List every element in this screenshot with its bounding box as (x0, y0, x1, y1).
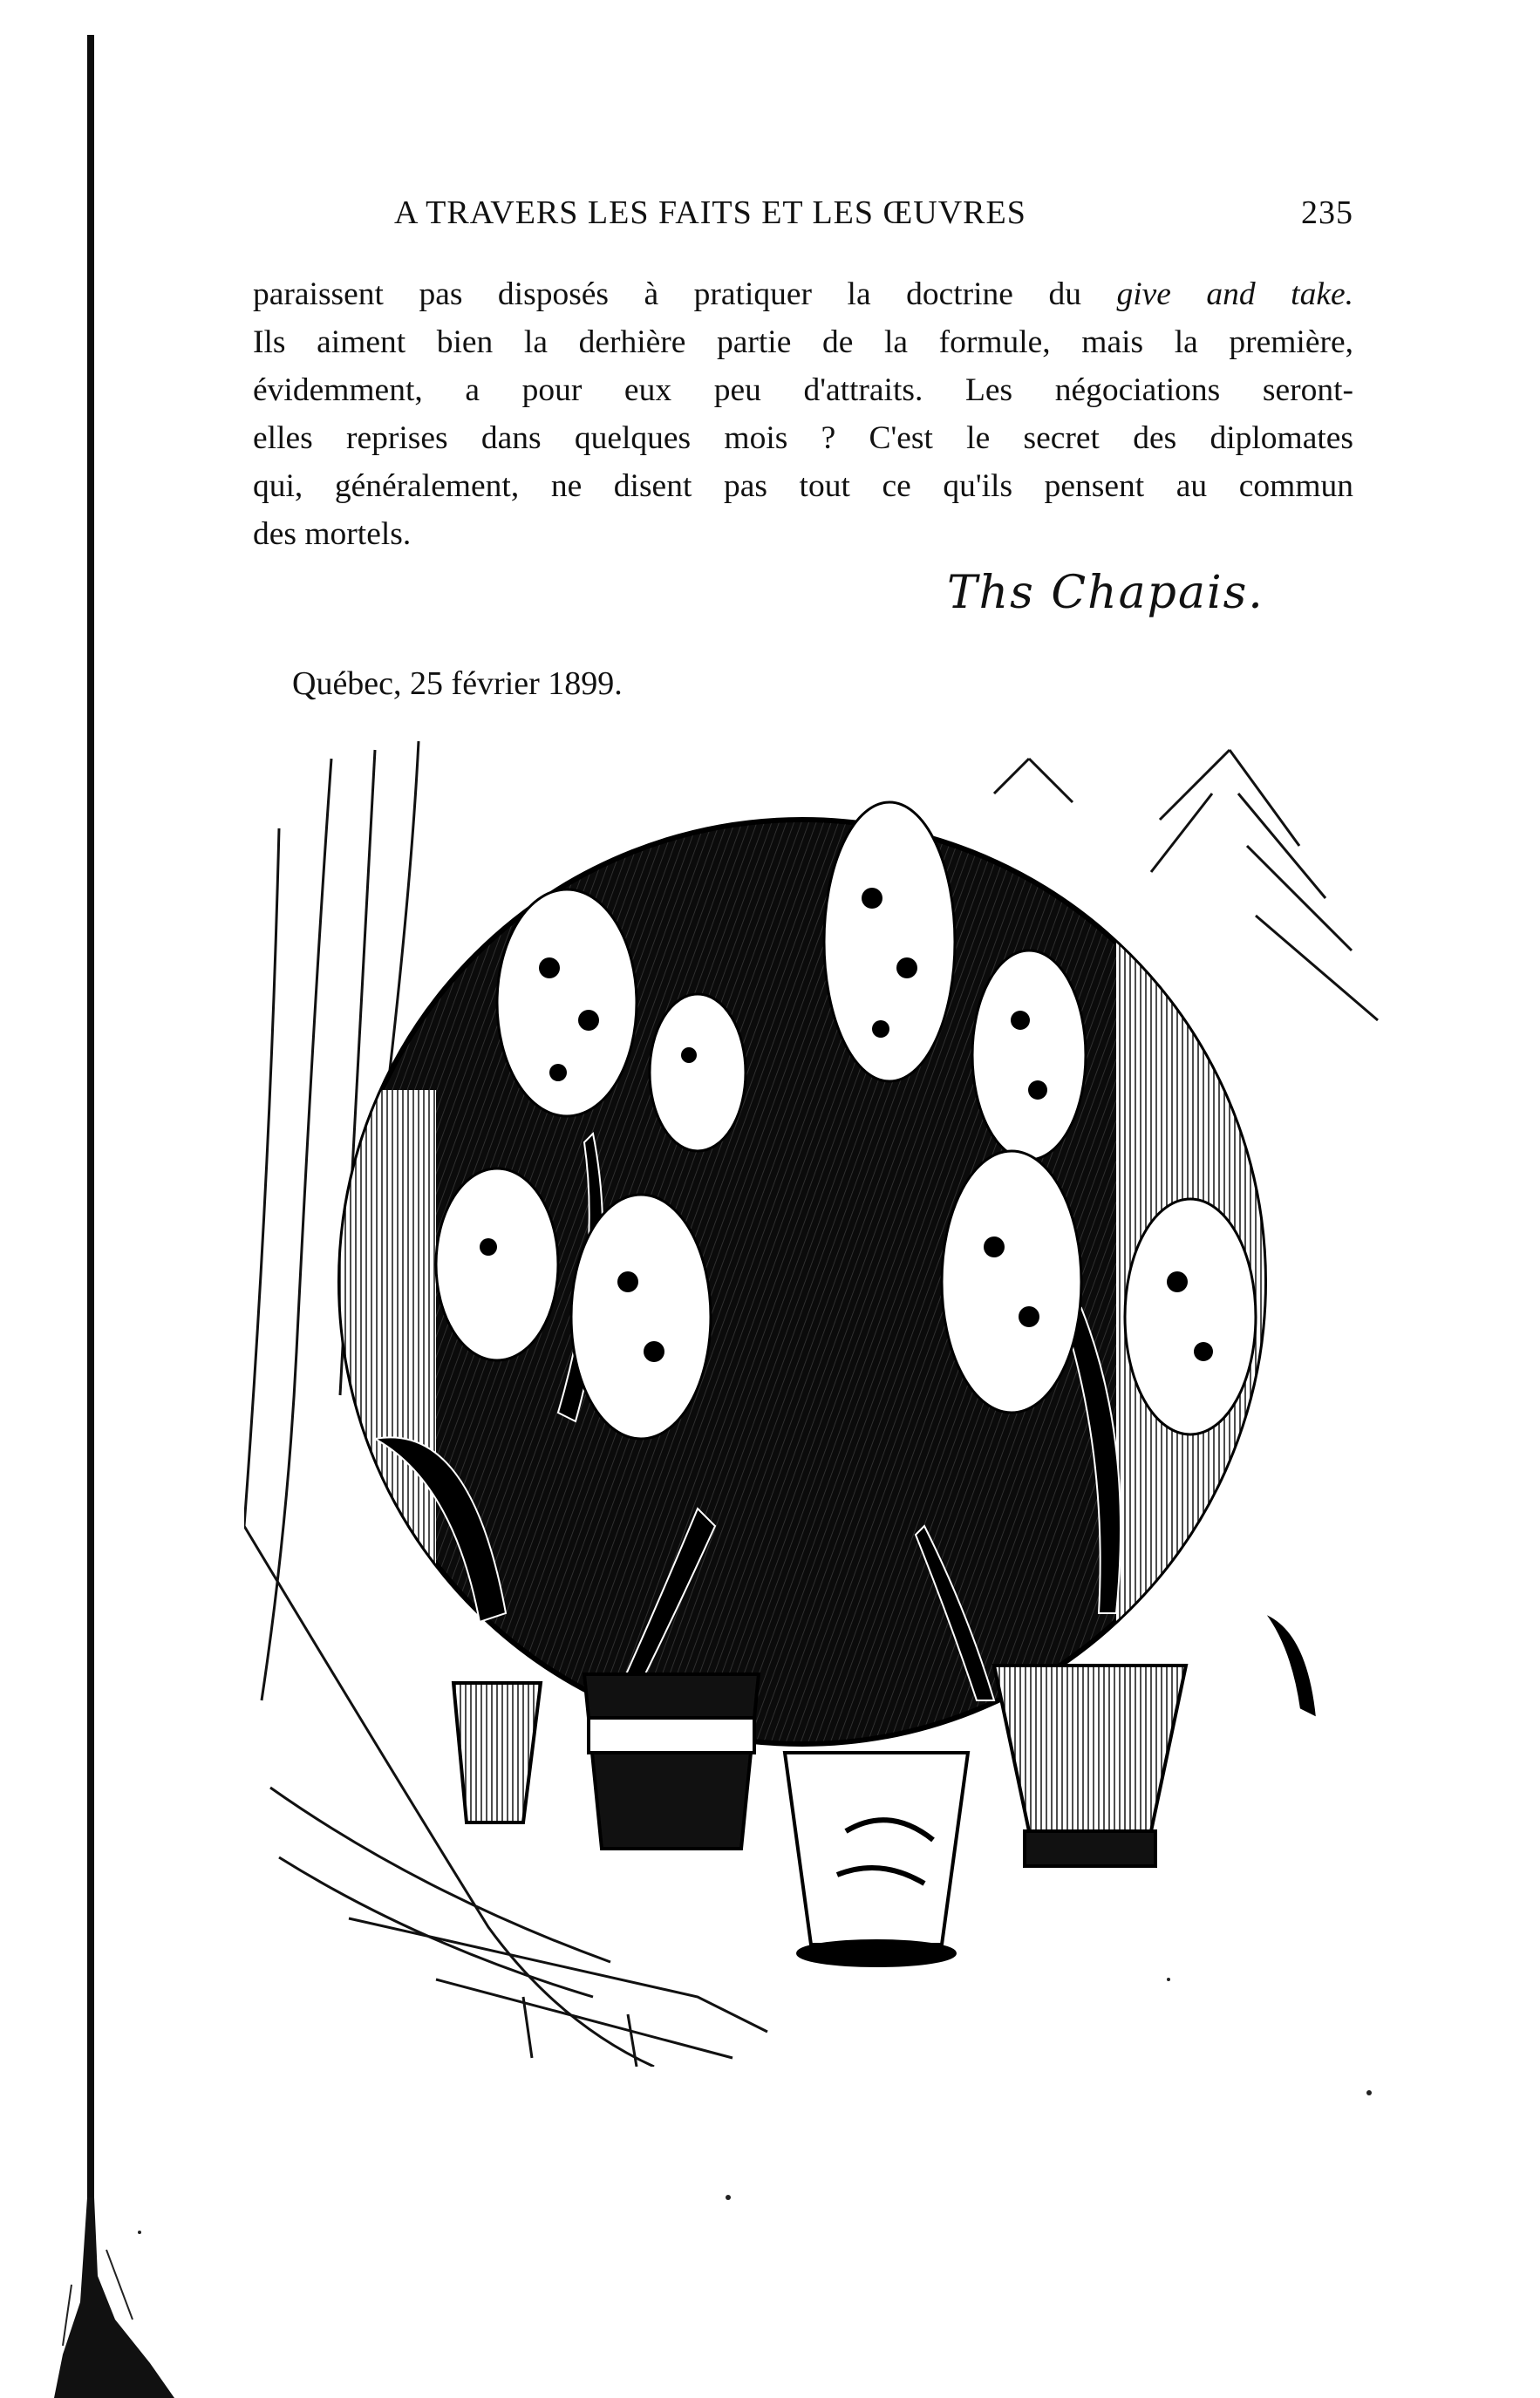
text-line-4: elles reprises dans quelques mois ? C'est le secret des diplomates (253, 420, 1353, 456)
body-paragraph (253, 270, 1353, 558)
text-line-1-roman: paraissent pas disposés à pratiquer la doctrine du (253, 276, 1117, 312)
text-line-5: qui, généralement, ne disent pas tout ce qu'ils pensent au commun (253, 468, 1353, 504)
author-signature: Ths Chapais. (947, 567, 1264, 619)
page-binding-edge (87, 35, 94, 2389)
text-line-2: Ils aiment bien la derhière partie de la formule, mais la première, (253, 324, 1353, 360)
text-line-1 (253, 270, 1353, 318)
text-line-1-italic: give and take. (1116, 276, 1353, 312)
text-line-6: des mortels. (253, 516, 412, 552)
running-title: A TRAVERS LES FAITS ET LES ŒUVRES (394, 194, 1026, 231)
hyacinth-illustration (244, 741, 1387, 2067)
dateline: Québec, 25 février 1899. (292, 665, 623, 702)
text-line-3: évidemment, a pour eux peu d'attraits. Les négociations seront- (253, 372, 1353, 408)
page-number: 235 (1301, 194, 1353, 231)
binding-smudge (54, 2197, 176, 2398)
